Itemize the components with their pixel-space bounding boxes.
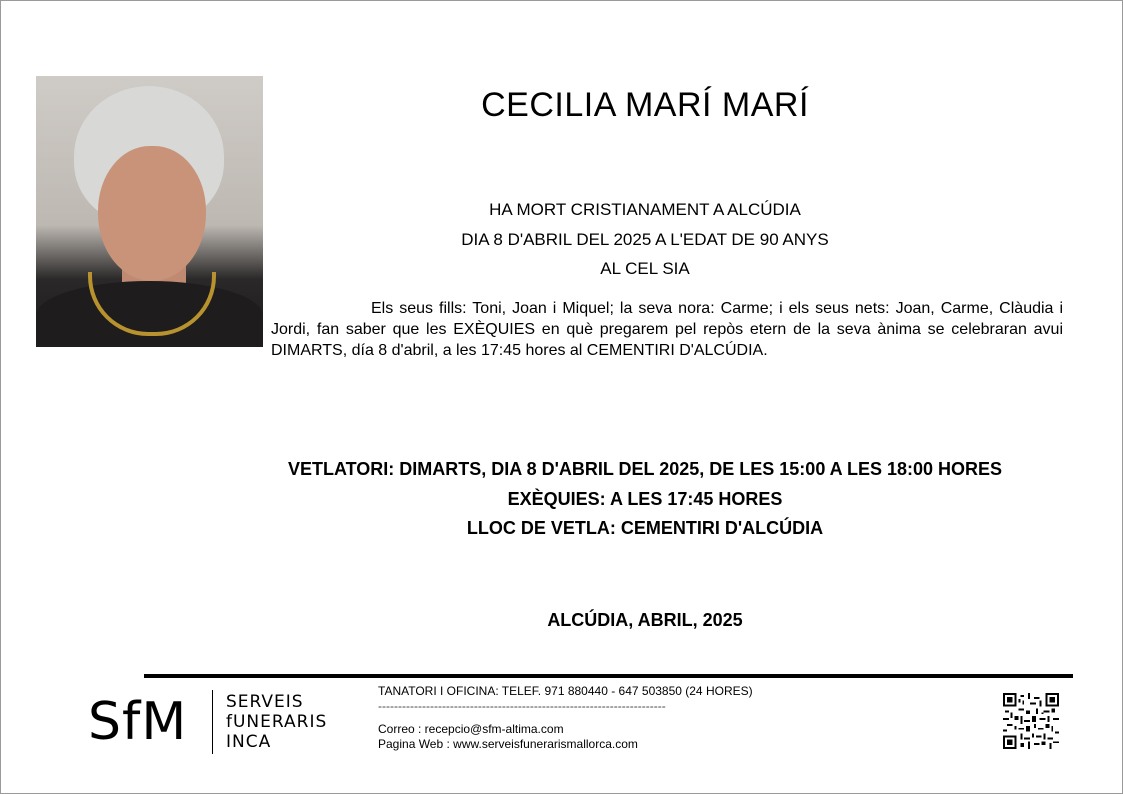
portrait-photo [36, 76, 263, 347]
announcement-line-3: AL CEL SIA [600, 259, 690, 278]
logo-line-1: SERVEIS [226, 692, 304, 712]
logo-mark: SfM [88, 692, 188, 752]
place-date-line: ALCÚDIA, ABRIL, 2025 [547, 610, 743, 630]
email-line[interactable]: Correo : recepcio@sfm-altima.com [378, 722, 564, 736]
contact-separator: ------------------------------------------------------------------------ [378, 699, 666, 713]
logo-separator [212, 690, 213, 754]
photo-face [98, 146, 206, 281]
obituary-text: Els seus fills: Toni, Joan i Miquel; la seva nora: Carme; i els seus nets: Joan, Carme, Clàudia i Jordi, fan saber que les EXÈQUIES en què pregarem pel repòs etern de la seva ànima se celebraran avui DIMARTS, día 8 d'abril, a les 17:45 hores al CEMENTIRI D'ALCÚDIA. [271, 300, 1063, 359]
footer-rule [144, 674, 1073, 678]
logo-words [226, 692, 327, 752]
phone-line: TANATORI I OFICINA: TELEF. 971 880440 - 647 503850 (24 HORES) [378, 684, 753, 698]
vetlatori-line: VETLATORI: DIMARTS, DIA 8 D'ABRIL DEL 2025, DE LES 15:00 A LES 18:00 HORES [287, 459, 1003, 479]
lloc-line: LLOC DE VETLA: CEMENTIRI D'ALCÚDIA [466, 518, 824, 538]
logo-line-3: INCA [226, 732, 272, 752]
announcement-line-1: HA MORT CRISTIANAMENT A ALCÚDIA [489, 200, 801, 219]
contact-block [378, 684, 753, 752]
qr-code-icon[interactable] [1003, 693, 1059, 749]
sfm-logo [88, 688, 348, 758]
logo-line-2: fUNERARIS [226, 712, 328, 732]
deceased-name: CECILIA MARÍ MARÍ [481, 86, 809, 124]
announcement-line-2: DIA 8 D'ABRIL DEL 2025 A L'EDAT DE 90 ANYS [461, 230, 829, 249]
web-line[interactable]: Pagina Web : www.serveisfunerarismallorca.com [378, 737, 638, 751]
exequies-line: EXÈQUIES: A LES 17:45 HORES [507, 489, 783, 509]
